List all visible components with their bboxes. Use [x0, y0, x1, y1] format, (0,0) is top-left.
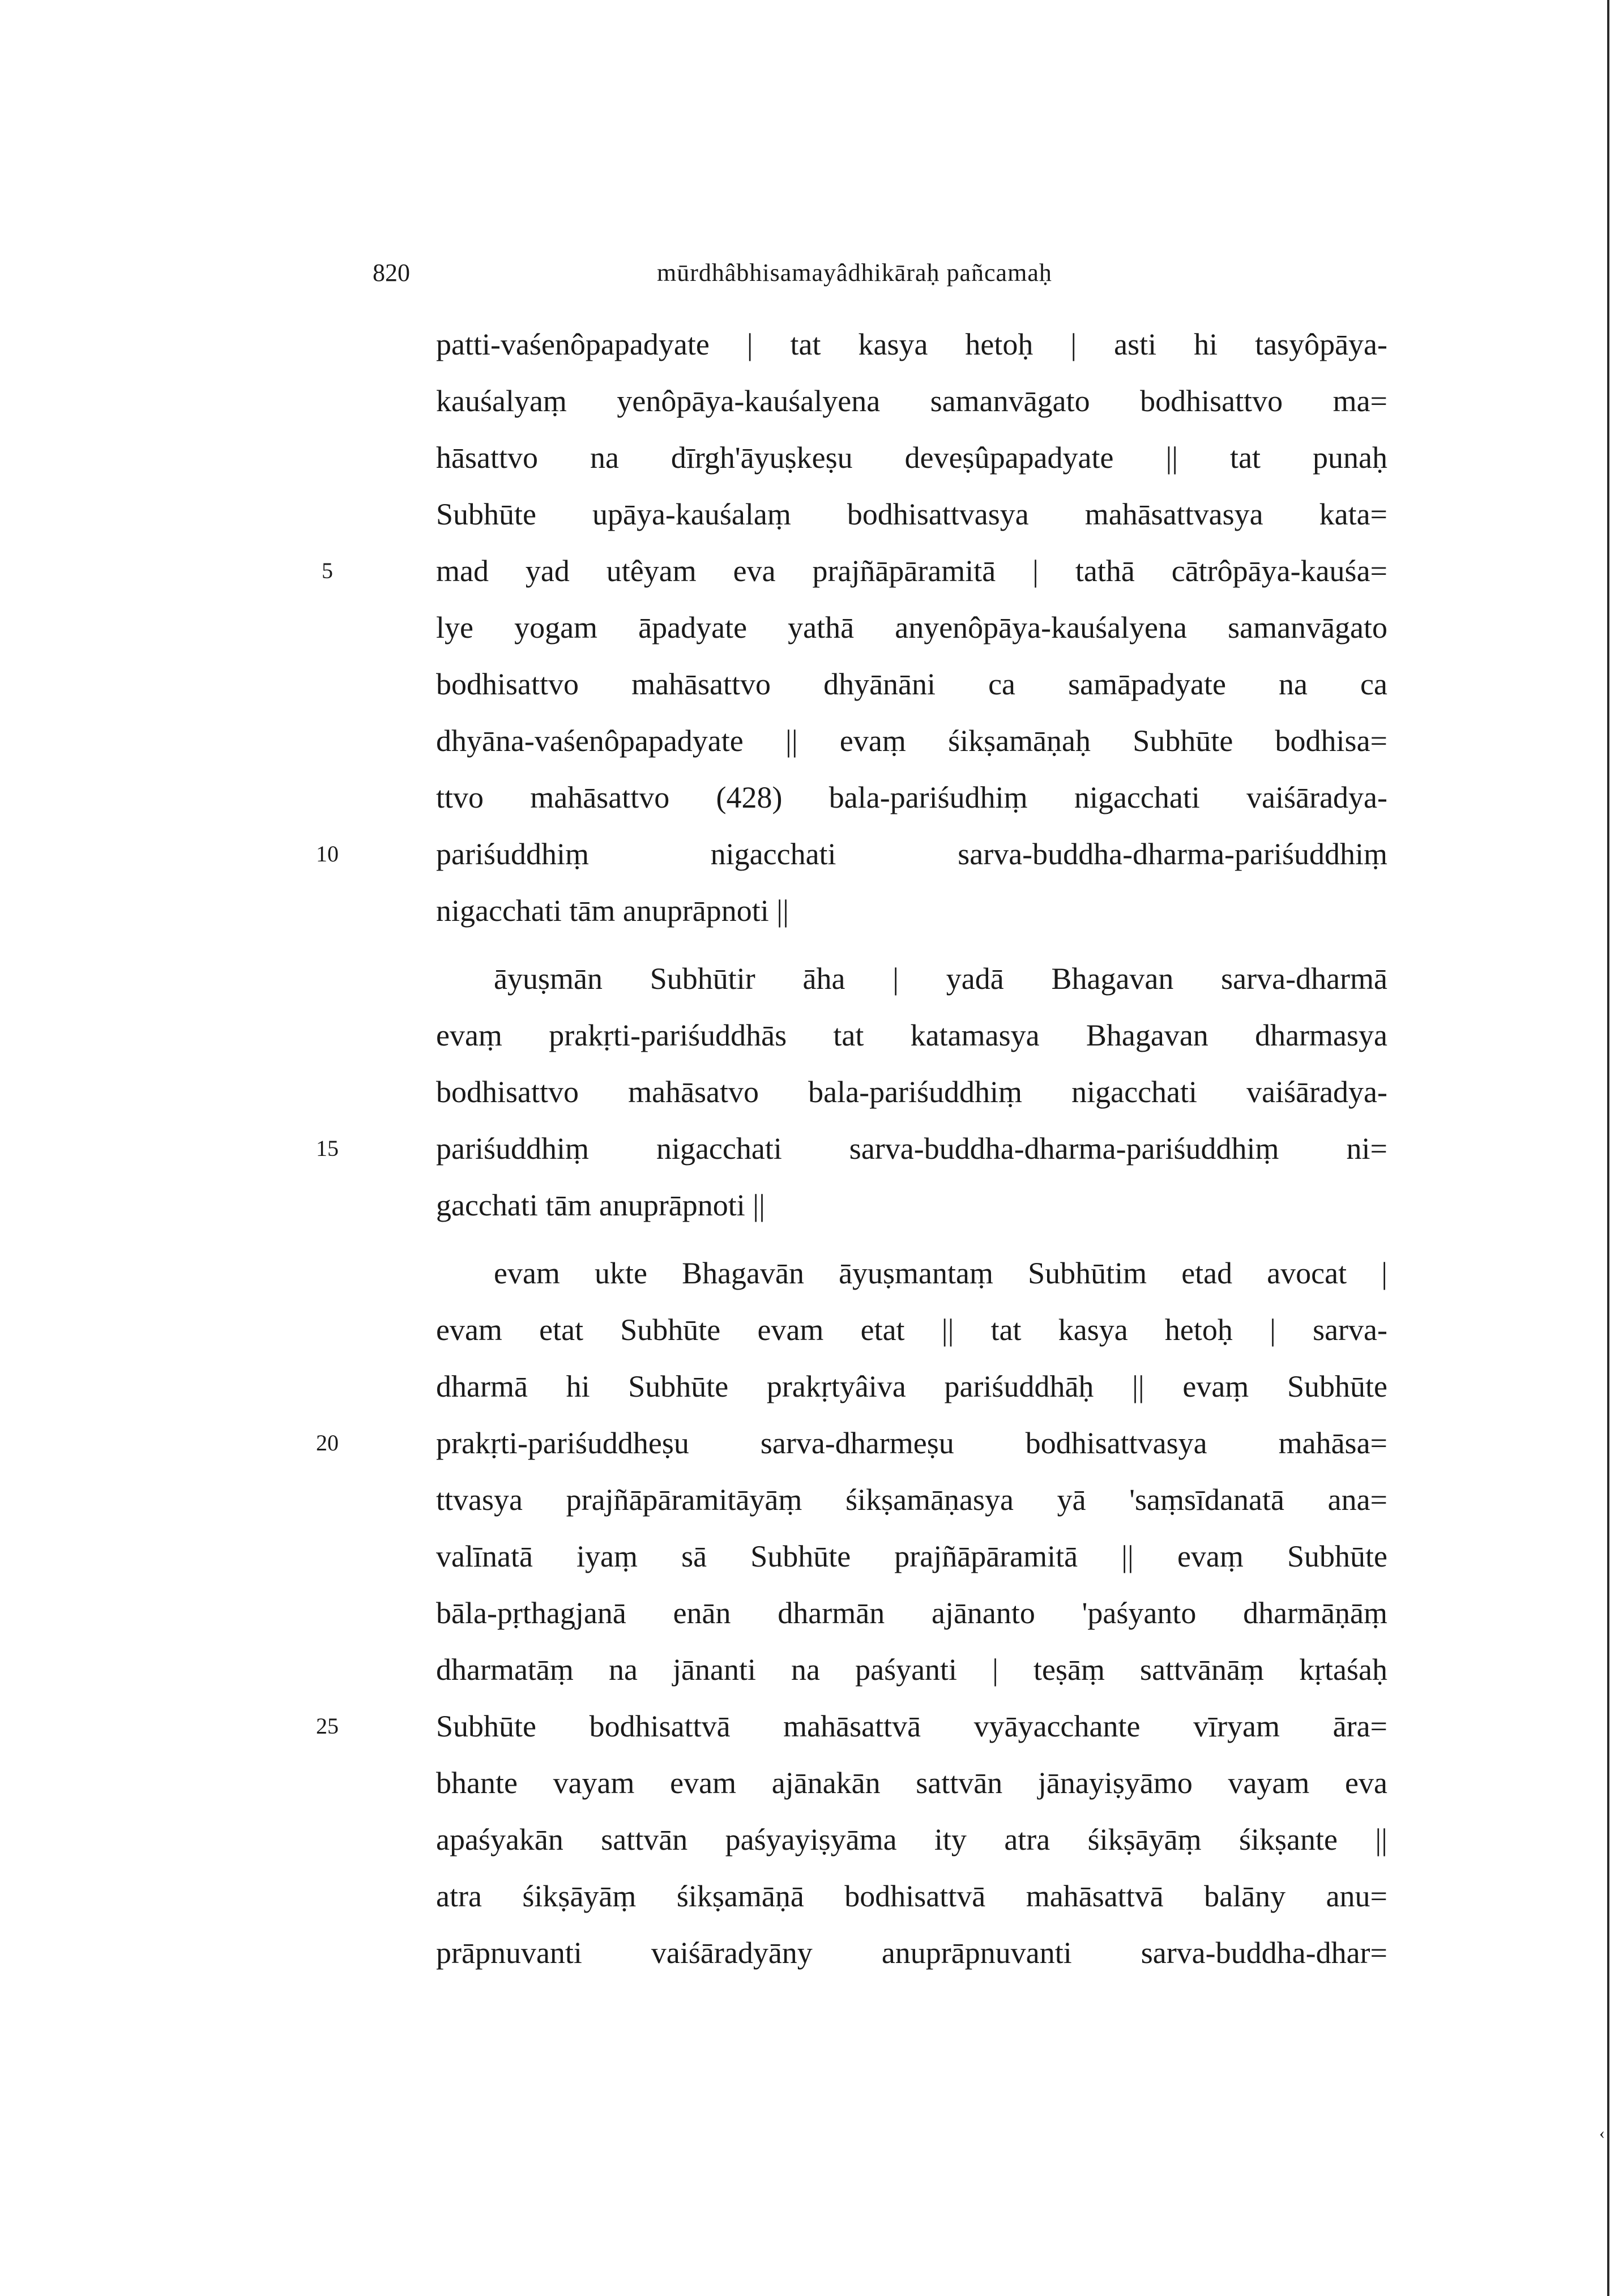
- text-line: dhyāna-vaśenôpapadyate || evaṃ śikṣamāṇaḥ Subhūte bodhisa=: [436, 724, 1387, 758]
- page-number: 820: [373, 259, 410, 287]
- text-line: dharmā hi Subhūte prakṛtyâiva pariśuddhāḥ || evaṃ Subhūte: [436, 1369, 1387, 1403]
- text-line: gacchati tām anuprāpnoti ||: [436, 1188, 765, 1222]
- text-line: kauśalyaṃ yenôpāya-kauśalyena samanvāgato bodhisattvo ma=: [436, 384, 1387, 418]
- text-line: patti-vaśenôpapadyate | tat kasya hetoḥ | asti hi tasyôpāya-: [436, 327, 1387, 361]
- text-line: valīnatā iyaṃ sā Subhūte prajñāpāramitā || evaṃ Subhūte: [436, 1539, 1387, 1573]
- text-line: ttvasya prajñāpāramitāyāṃ śikṣamāṇasya yā 'saṃsīdanatā ana=: [436, 1483, 1387, 1517]
- text-line: Subhūte upāya-kauśalaṃ bodhisattvasya mahāsattvasya kata=: [436, 497, 1387, 531]
- text-line: Subhūte bodhisattvā mahāsattvā vyāyacchante vīryam āra=: [436, 1709, 1387, 1743]
- text-line: evam ukte Bhagavān āyuṣmantaṃ Subhūtim etad avocat |: [494, 1256, 1387, 1290]
- text-line: nigacchati tām anuprāpnoti ||: [436, 894, 789, 928]
- line-number: 5: [322, 558, 333, 583]
- text-line: hāsattvo na dīrgh'āyuṣkeṣu deveṣûpapadyate || tat punaḥ: [436, 441, 1387, 475]
- text-line: lye yogam āpadyate yathā anyenôpāya-kauśalyena samanvāgato: [436, 611, 1387, 645]
- text-line: prakṛti-pariśuddheṣu sarva-dharmeṣu bodhisattvasya mahāsa=: [436, 1426, 1387, 1460]
- text-line: bāla-pṛthagjanā enān dharmān ajānanto 'paśyanto dharmāṇāṃ: [436, 1596, 1387, 1630]
- text-line: āyuṣmān Subhūtir āha | yadā Bhagavan sarva-dharmā: [494, 962, 1387, 996]
- margin-mark: ‹: [1599, 2124, 1605, 2143]
- text-line: bhante vayam evam ajānakān sattvān jānayiṣyāmo vayam eva: [436, 1766, 1387, 1800]
- text-line: bodhisattvo mahāsatvo bala-pariśuddhiṃ nigacchati vaiśāradya-: [436, 1075, 1387, 1109]
- text-line: ttvo mahāsattvo (428) bala-pariśudhiṃ nigacchati vaiśāradya-: [436, 780, 1387, 814]
- text-line: apaśyakān sattvān paśyayiṣyāma ity atra śikṣāyāṃ śikṣante ||: [436, 1823, 1387, 1857]
- text-line: bodhisattvo mahāsattvo dhyānāni ca samāpadyate na ca: [436, 667, 1387, 701]
- text-line: evaṃ prakṛti-pariśuddhās tat katamasya Bhagavan dharmasya: [436, 1018, 1387, 1052]
- line-number: 15: [316, 1136, 339, 1161]
- text-line: mad yad utêyam eva prajñāpāramitā | tathā cātrôpāya-kauśa=: [436, 554, 1387, 588]
- text-line: evam etat Subhūte evam etat || tat kasya hetoḥ | sarva-: [436, 1313, 1387, 1347]
- text-line: atra śikṣāyāṃ śikṣamāṇā bodhisattvā mahāsattvā balāny anu=: [436, 1879, 1387, 1913]
- text-line: pariśuddhiṃ nigacchati sarva-buddha-dharma-pariśuddhiṃ: [436, 837, 1387, 871]
- text-line: pariśuddhiṃ nigacchati sarva-buddha-dharma-pariśuddhiṃ ni=: [436, 1132, 1387, 1166]
- text-line: prāpnuvanti vaiśāradyāny anuprāpnuvanti sarva-buddha-dhar=: [436, 1936, 1387, 1970]
- line-number: 20: [316, 1430, 339, 1456]
- page-binding-edge: [1607, 0, 1609, 2296]
- text-line: dharmatāṃ na jānanti na paśyanti | teṣāṃ sattvānāṃ kṛtaśaḥ: [436, 1653, 1387, 1687]
- running-head: mūrdhâbhisamayâdhikāraḥ pañcamaḥ: [657, 259, 1052, 287]
- line-number: 10: [316, 841, 339, 867]
- line-number: 25: [316, 1713, 339, 1739]
